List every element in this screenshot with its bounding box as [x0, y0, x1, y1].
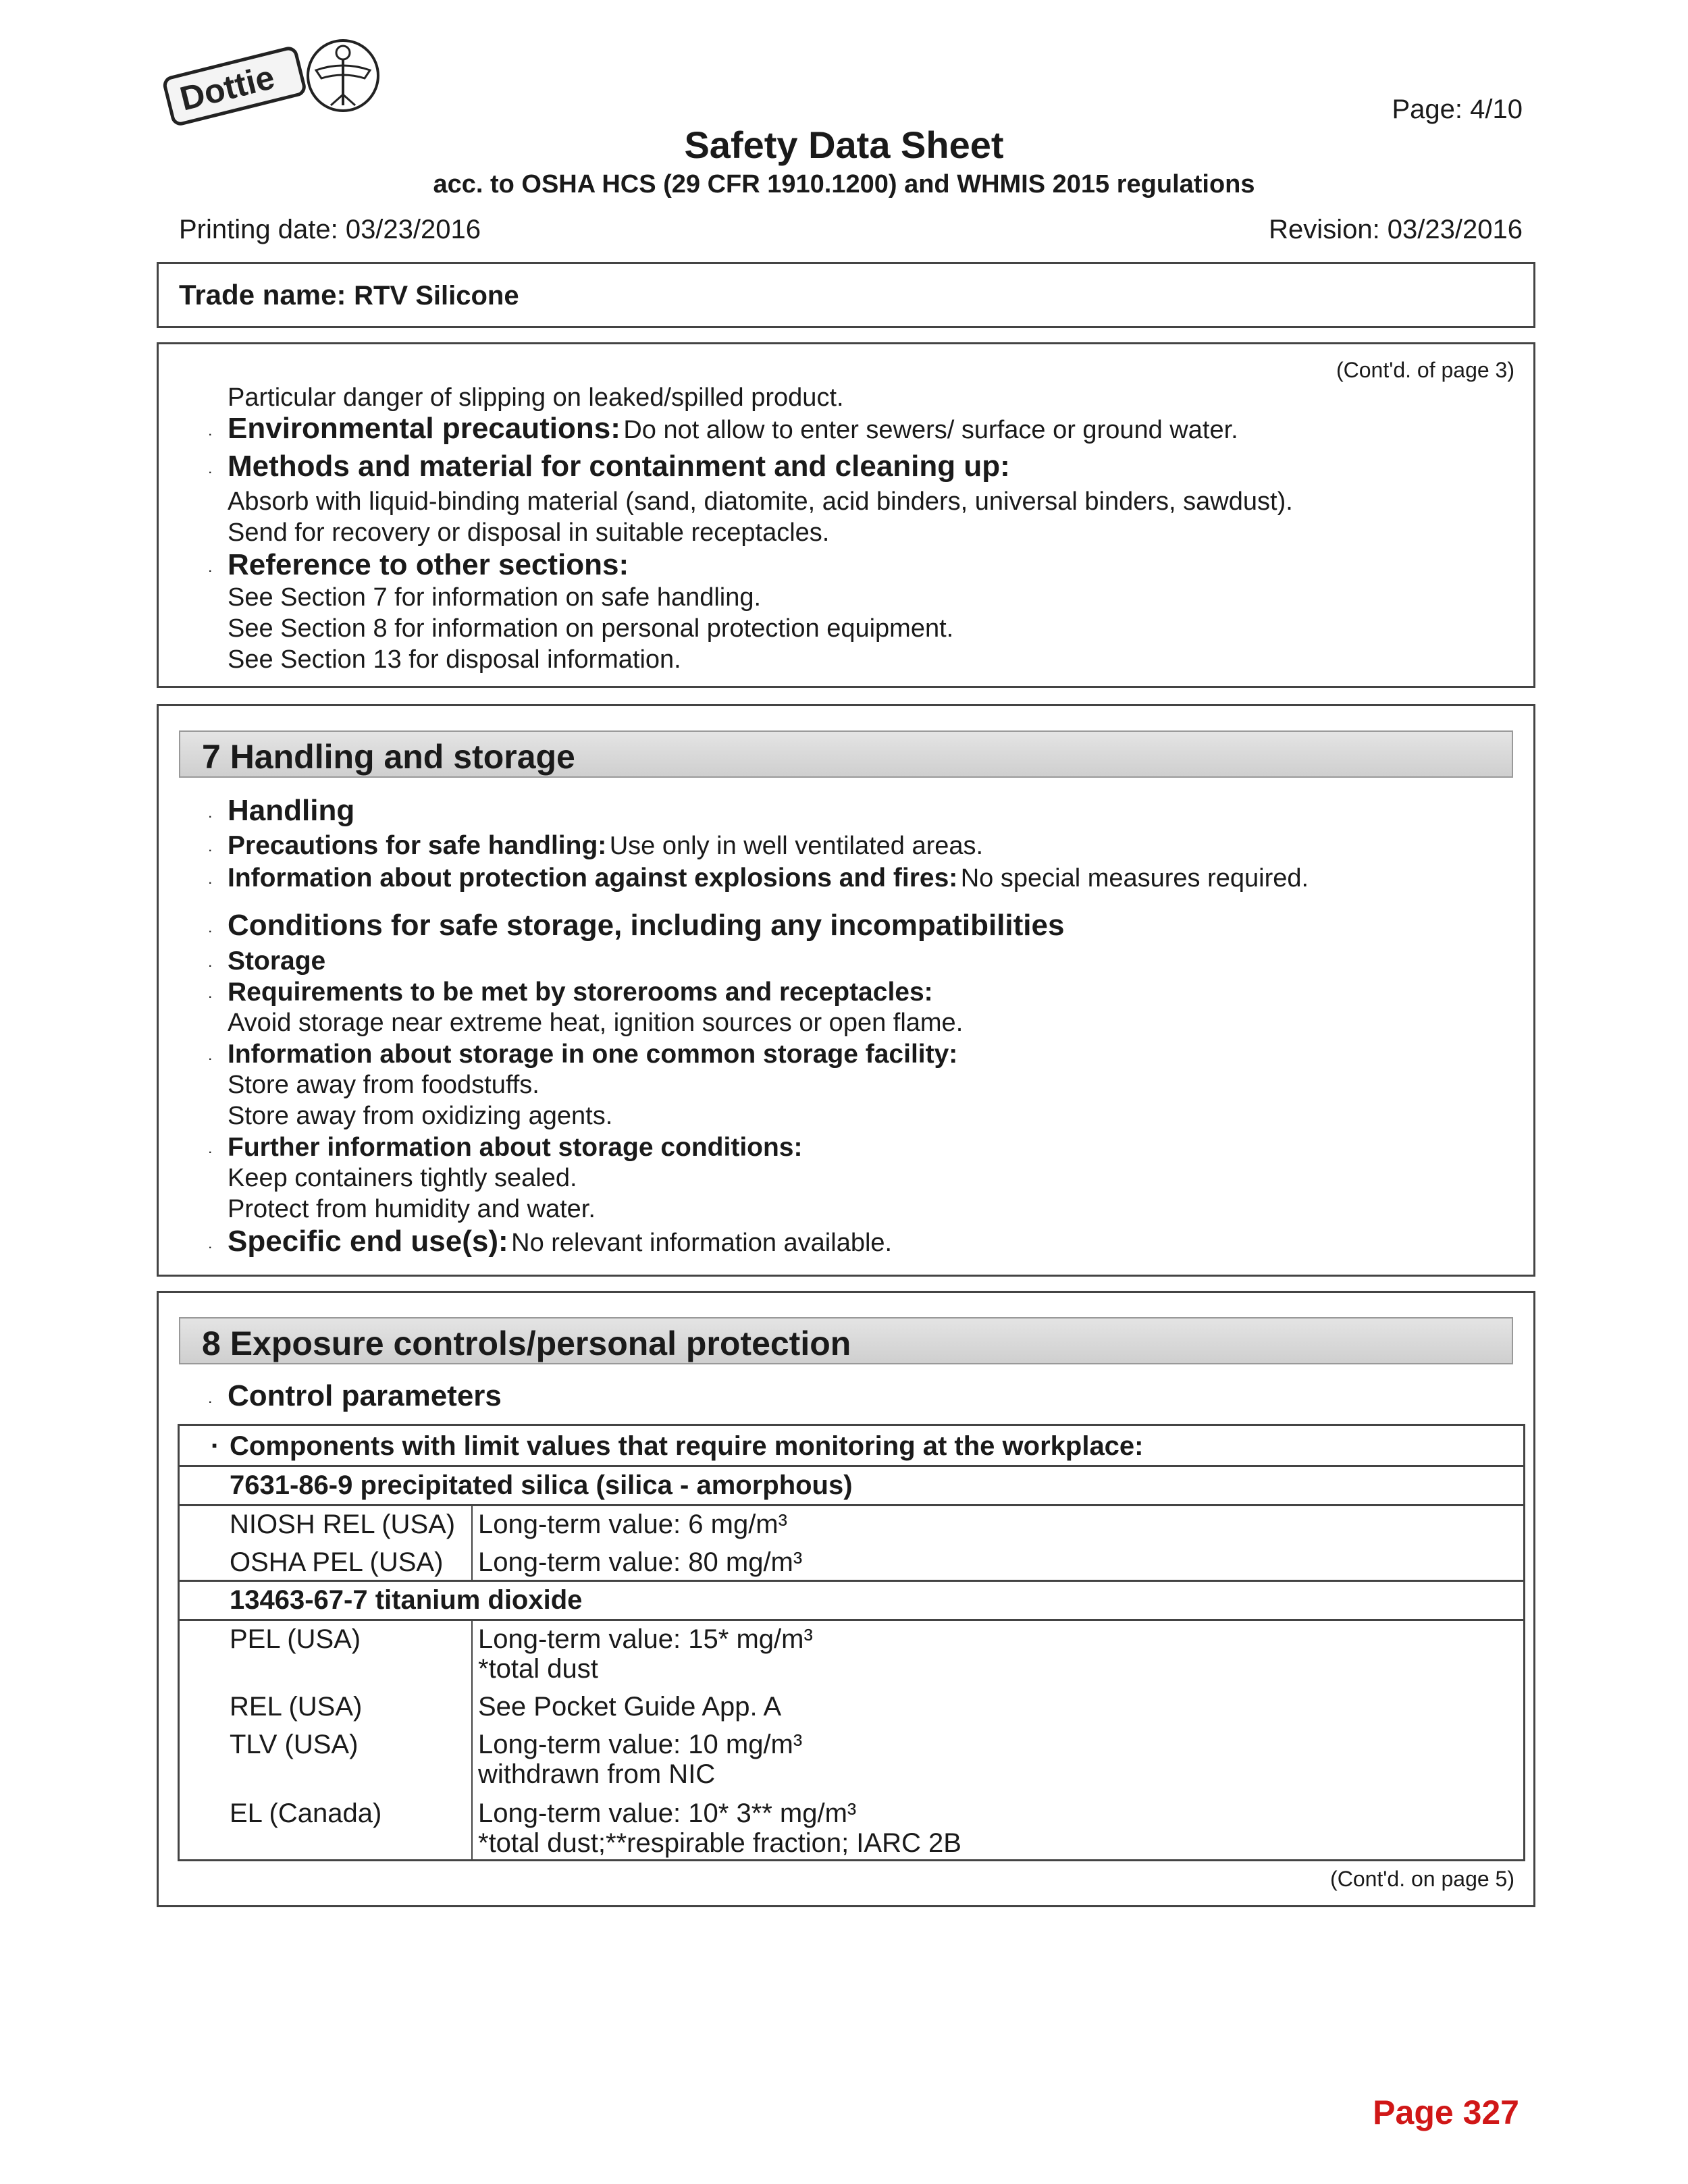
component-2-value: Long-term value: 15* mg/m³ [478, 1624, 813, 1654]
component-1-value: Long-term value: 6 mg/m³ [478, 1510, 787, 1539]
component-2-note: *total dust;**respirable fraction; IARC 2B [478, 1828, 961, 1858]
safe-storage-heading: · Conditions for safe storage, including any incompatibilities [209, 909, 1065, 942]
component-1-agency: OSHA PEL (USA) [230, 1547, 444, 1577]
component-1-name: 7631-86-9 precipitated silica (silica - amorphous) [230, 1470, 853, 1500]
reference-text-2: See Section 8 for information on personal protection equipment. [228, 614, 954, 643]
trade-name-value: RTV Silicone [354, 281, 519, 311]
printing-date: Printing date: 03/23/2016 [179, 215, 481, 244]
section-8-header [179, 1317, 1513, 1364]
common-storage-heading: · Information about storage in one common storage facility: [209, 1040, 958, 1069]
containment-text-1: Absorb with liquid-binding material (sand, diatomite, acid binders, universal binders, sawdust). [228, 487, 1293, 516]
reference-heading: · Reference to other sections: [209, 548, 629, 581]
section-8-title: 8 Exposure controls/personal protection [202, 1325, 851, 1362]
precautions-safe-handling: · Precautions for safe handling: Use only in well ventilated areas. [209, 831, 984, 860]
logo-text: Dottie [176, 57, 278, 118]
specific-end-use: · Specific end use(s): No relevant information available. [209, 1225, 893, 1258]
document-subtitle: acc. to OSHA HCS (29 CFR 1910.1200) and WHMIS 2015 regulations [433, 170, 1255, 198]
storage-heading: · Storage [209, 947, 326, 976]
storeroom-requirements-heading: · Requirements to be met by storerooms and receptacles: [209, 978, 933, 1007]
trade-name [179, 279, 519, 311]
trade-name-label: Trade name: [179, 279, 346, 311]
component-1-agency: NIOSH REL (USA) [230, 1510, 456, 1539]
component-2-agency: REL (USA) [230, 1692, 363, 1722]
further-storage-heading: · Further information about storage conditions: [209, 1133, 803, 1162]
page-number: Page: 4/10 [1392, 95, 1523, 124]
company-logo [162, 20, 395, 135]
component-2-note: *total dust [478, 1654, 598, 1684]
handling-heading: · Handling [209, 794, 355, 827]
revision-date: Revision: 03/23/2016 [1269, 215, 1523, 244]
environmental-precautions: · Environmental precautions: Do not allow to enter sewers/ surface or ground water. [209, 412, 1238, 445]
explosion-protection: · Information about protection against explosions and fires: No special measures required. [209, 863, 1309, 893]
reference-text-3: See Section 13 for disposal information. [228, 645, 681, 674]
trade-name-box [157, 262, 1535, 328]
further-storage-text-1: Keep containers tightly sealed. [228, 1164, 577, 1192]
continued-on-note: (Cont'd. on page 5) [1330, 1867, 1514, 1891]
component-2-value: See Pocket Guide App. A [478, 1692, 782, 1722]
section-8-exposure-controls [157, 1291, 1535, 1907]
page-stamp: Page 327 [1373, 2094, 1519, 2131]
containment-text-2: Send for recovery or disposal in suitable receptacles. [228, 518, 830, 547]
further-storage-text-2: Protect from humidity and water. [228, 1195, 596, 1223]
component-2-value: Long-term value: 10 mg/m³ [478, 1730, 803, 1759]
section-7-header [179, 730, 1513, 778]
components-heading: · Components with limit values that require monitoring at the workplace: [211, 1431, 1144, 1461]
component-2-value: Long-term value: 10* 3** mg/m³ [478, 1799, 857, 1828]
storeroom-requirements-text: Avoid storage near extreme heat, ignition sources or open flame. [228, 1009, 964, 1037]
component-2-agency: PEL (USA) [230, 1624, 361, 1654]
section-7-title: 7 Handling and storage [202, 738, 575, 776]
exposure-limits-table [178, 1424, 1525, 1861]
component-2-agency: EL (Canada) [230, 1799, 382, 1828]
reference-text-1: See Section 7 for information on safe handling. [228, 583, 762, 612]
control-parameters-heading: · Control parameters [209, 1379, 502, 1412]
component-2-note: withdrawn from NIC [478, 1759, 716, 1789]
component-1-value: Long-term value: 80 mg/m³ [478, 1547, 803, 1577]
section-7-handling-storage [157, 704, 1535, 1277]
document-title: Safety Data Sheet [684, 124, 1004, 166]
slip-warning: Particular danger of slipping on leaked/spilled product. [228, 383, 844, 412]
section-6-continued [157, 342, 1535, 688]
common-storage-text-2: Store away from oxidizing agents. [228, 1102, 613, 1130]
environmental-text: Do not allow to enter sewers/ surface or ground water. [623, 416, 1238, 444]
common-storage-text-1: Store away from foodstuffs. [228, 1071, 539, 1099]
component-2-agency: TLV (USA) [230, 1730, 359, 1759]
continued-from-note: (Cont'd. of page 3) [1336, 358, 1514, 382]
component-2-name: 13463-67-7 titanium dioxide [230, 1585, 583, 1615]
containment-heading: · Methods and material for containment and cleaning up: [209, 450, 1010, 483]
environmental-label: Environmental precautions: [228, 412, 621, 445]
